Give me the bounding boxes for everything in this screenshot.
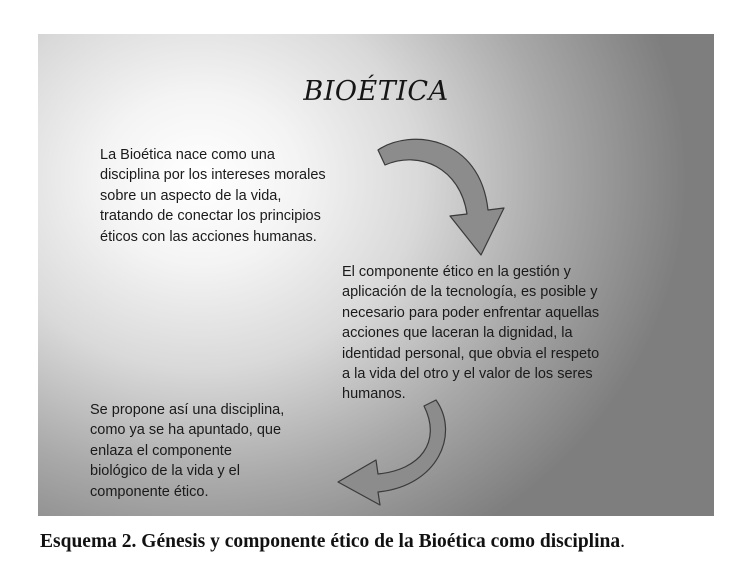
curved-arrow-down-icon <box>368 128 508 258</box>
slide-title: BIOÉTICA <box>303 76 449 107</box>
text-block-ethical-component: El componente ético en la gestión y aplicación de la tecnología, es posible y necesario para poder enfrentar aquellas acciones que laceran la dignidad, la identidad personal, que obvia el respeto a la vida del otro y el valor de los seres humanos. <box>342 264 600 403</box>
text-block-discipline: Se propone así una disciplina, como ya se ha apuntado, que enlaza el componente biológico de la vida y el componente ético. <box>90 402 285 500</box>
caption-text: Esquema 2. Génesis y componente ético de la Bioética como disciplina <box>40 531 621 552</box>
text-block-genesis: La Bioética nace como una disciplina por los intereses morales sobre un aspecto de la vida, tratando de conectar los principios éticos con las acciones humanas. <box>100 147 326 245</box>
slide-panel <box>38 34 714 516</box>
caption-period: . <box>620 531 625 552</box>
figure-caption <box>40 531 730 553</box>
